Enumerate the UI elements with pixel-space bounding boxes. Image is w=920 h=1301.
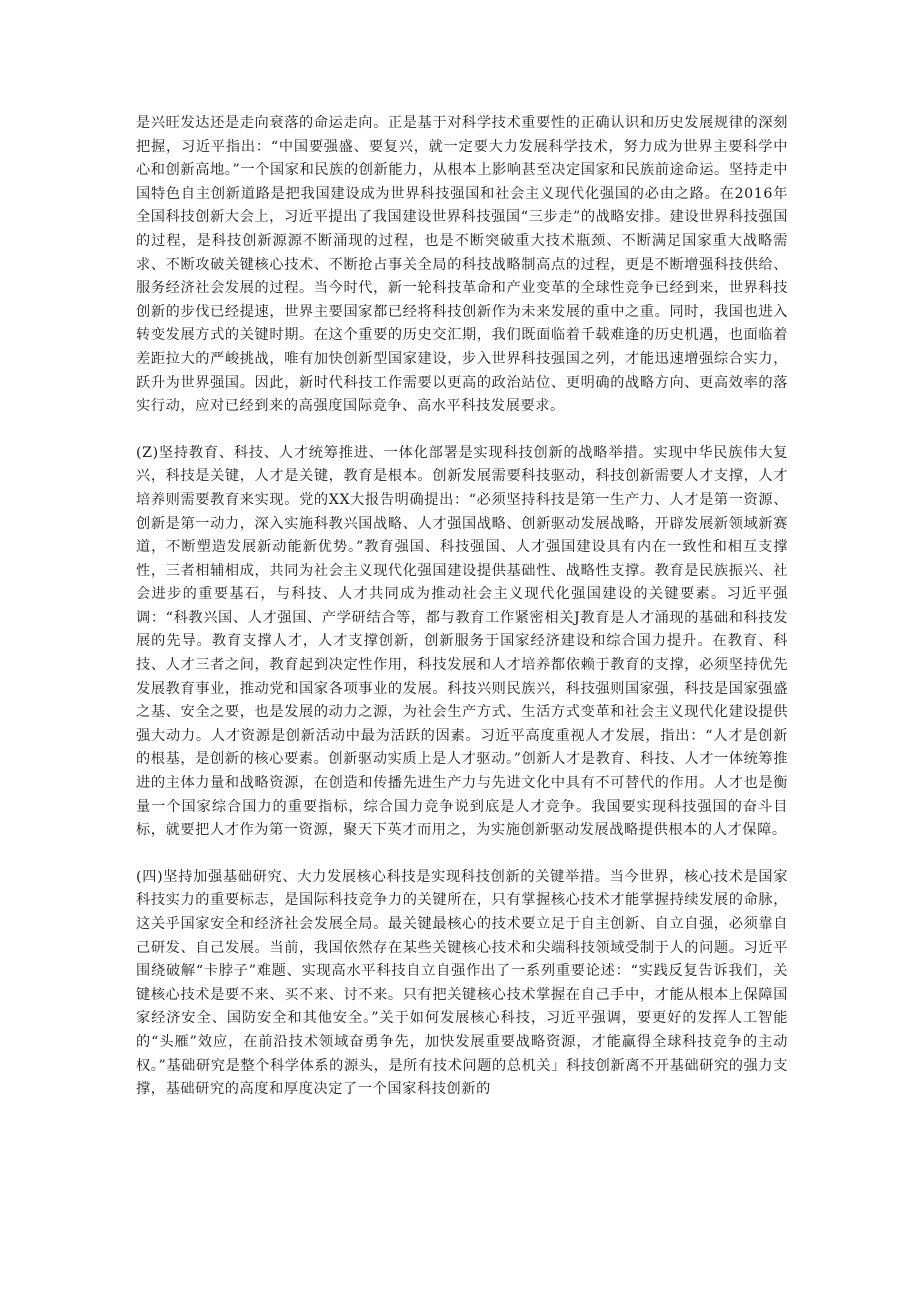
paragraph-1: 是兴旺发达还是走向衰落的命运走向。正是基于对科学技术重要性的正确认识和历史发展规律的深刻把握，习近平指出：“中国要强盛、要复兴，就一定要大力发展科学技术，努力成为世界主要科学中心和创新高地。”一个国家和民族的创新能力，从根本上影响甚至决定国家和民族前途命运。坚持走中国特色自主创新道路是把我国建设成为世界科技强国和社会主义现代化强国的必由之路。在2016年全国科技创新大会上，习近平提出了我国建设世界科技强国“三步走”的战略安排。建设世界科技强国的过程，是科技创新源源不断涌现的过程，也是不断突破重大技术瓶颈、不断满足国家重大战略需求、不断攻破关键核心技术、不断抢占事关全局的科技战略制高点的过程，更是不断增强科技供给、服务经济社会发展的过程。当今时代，新一轮科技革命和产业变革的全球性竞争已经到来，世界科技创新的步伐已经提速，世界主要国家都已经将科技创新作为未来发展的重中之重。同时，我国也进入转变发展方式的关键时期。在这个重要的历史交汇期，我们既面临着千载难逢的历史机遇，也面临着差距拉大的严峻挑战，唯有加快创新型国家建设，步入世界科技强国之列，才能迅速增强综合实力，跃升为世界强国。因此，新时代科技工作需要以更高的政治站位、更明确的战略方向、更高效率的落实行动，应对已经到来的高强度国际竞争、高水平科技发展要求。 [136,115,788,415]
document-body [136,112,788,1102]
paragraph-3: (四)坚持加强基础研究、大力发展核心科技是实现科技创新的关键举措。当今世界，核心技术是国家科技实力的重要标志，是国际科技竞争力的关键所在，只有掌握核心技术才能掌握持续发展的命脉，这关乎国家安全和经济社会发展全局。最关键最核心的技术要立足于自主创新、自立自强，必须靠自己研发、自己发展。当前，我国依然存在某些关键核心技术和尖端科技领域受制于人的问题。习近平围绕破解“卡脖子”难题、实现高水平科技自立自强作出了一系列重要论述：“实践反复告诉我们，关键核心技术是要不来、买不来、讨不来。只有把关键核心技术掌握在自己手中，才能从根本上保障国家经济安全、国防安全和其他安全。”关于如何发展核心科技，习近平强调，要更好的发挥人工智能的“头雁”效应，在前沿技术领域奋勇争先，加快发展重要战略资源，才能赢得全球科技竞争的主动权。”基础研究是整个科学体系的源头，是所有技术问题的总机关」科技创新离不开基础研究的强力支撑，基础研究的高度和厚度决定了一个国家科技创新的 [136,868,788,1098]
paragraph-2: (Z)坚持教育、科技、人才统筹推进、一体化部署是实现科技创新的战略举措。实现中华民族伟大复兴，科技是关键，人才是关键，教育是根本。创新发展需要科技驱动，科技创新需要人才支撑，人才培养则需要教育来实现。党的XX大报告明确提出：“必须坚持科技是第一生产力、人才是第一资源、创新是第一动力，深入实施科教兴国战略、人才强国战略、创新驱动发展战略，开辟发展新领域新赛道，不断塑造发展新动能新优势。”教育强国、科技强国、人才强国建设具有内在一致性和相互支撑性，三者相辅相成，共同为社会主义现代化强国建设提供基础性、战略性支撑。教育是民族振兴、社会进步的重要基石，与科技、人才共同成为推动社会主义现代化强国建设的关键要素。习近平强调：“科教兴国、人才强国、产学研结合等，都与教育工作紧密相关J教育是人才涌现的基础和科技发展的先导。教育支撑人才，人才支撑创新，创新服务于国家经济建设和综合国力提升。在教育、科技、人才三者之间，教育起到决定性作用，科技发展和人才培养都依赖于教育的支撑，必须坚持优先发展教育事业，推动党和国家各项事业的发展。科技兴则民族兴，科技强则国家强，科技是国家强盛之基、安全之要，也是发展的动力之源，为社会生产方式、生活方式变革和社会主义现代化建设提供强大动力。人才资源是创新活动中最为活跃的因素。习近平高度重视人才发展，指出：“人才是创新的根基，是创新的核心要素。创新驱动实质上是人才驱动。”创新人才是教育、科技、人才一体统筹推进的主体力量和战略资源，在创造和传播先进生产力与先进文化中具有不可替代的作用。人才也是衡量一个国家综合国力的重要指标，综合国力竞争说到底是人才竞争。我国要实现科技强国的奋斗目标，就要把人才作为第一资源，聚天下英才而用之，为实施创新驱动发展战略提供根本的人才保障。 [136,444,788,839]
